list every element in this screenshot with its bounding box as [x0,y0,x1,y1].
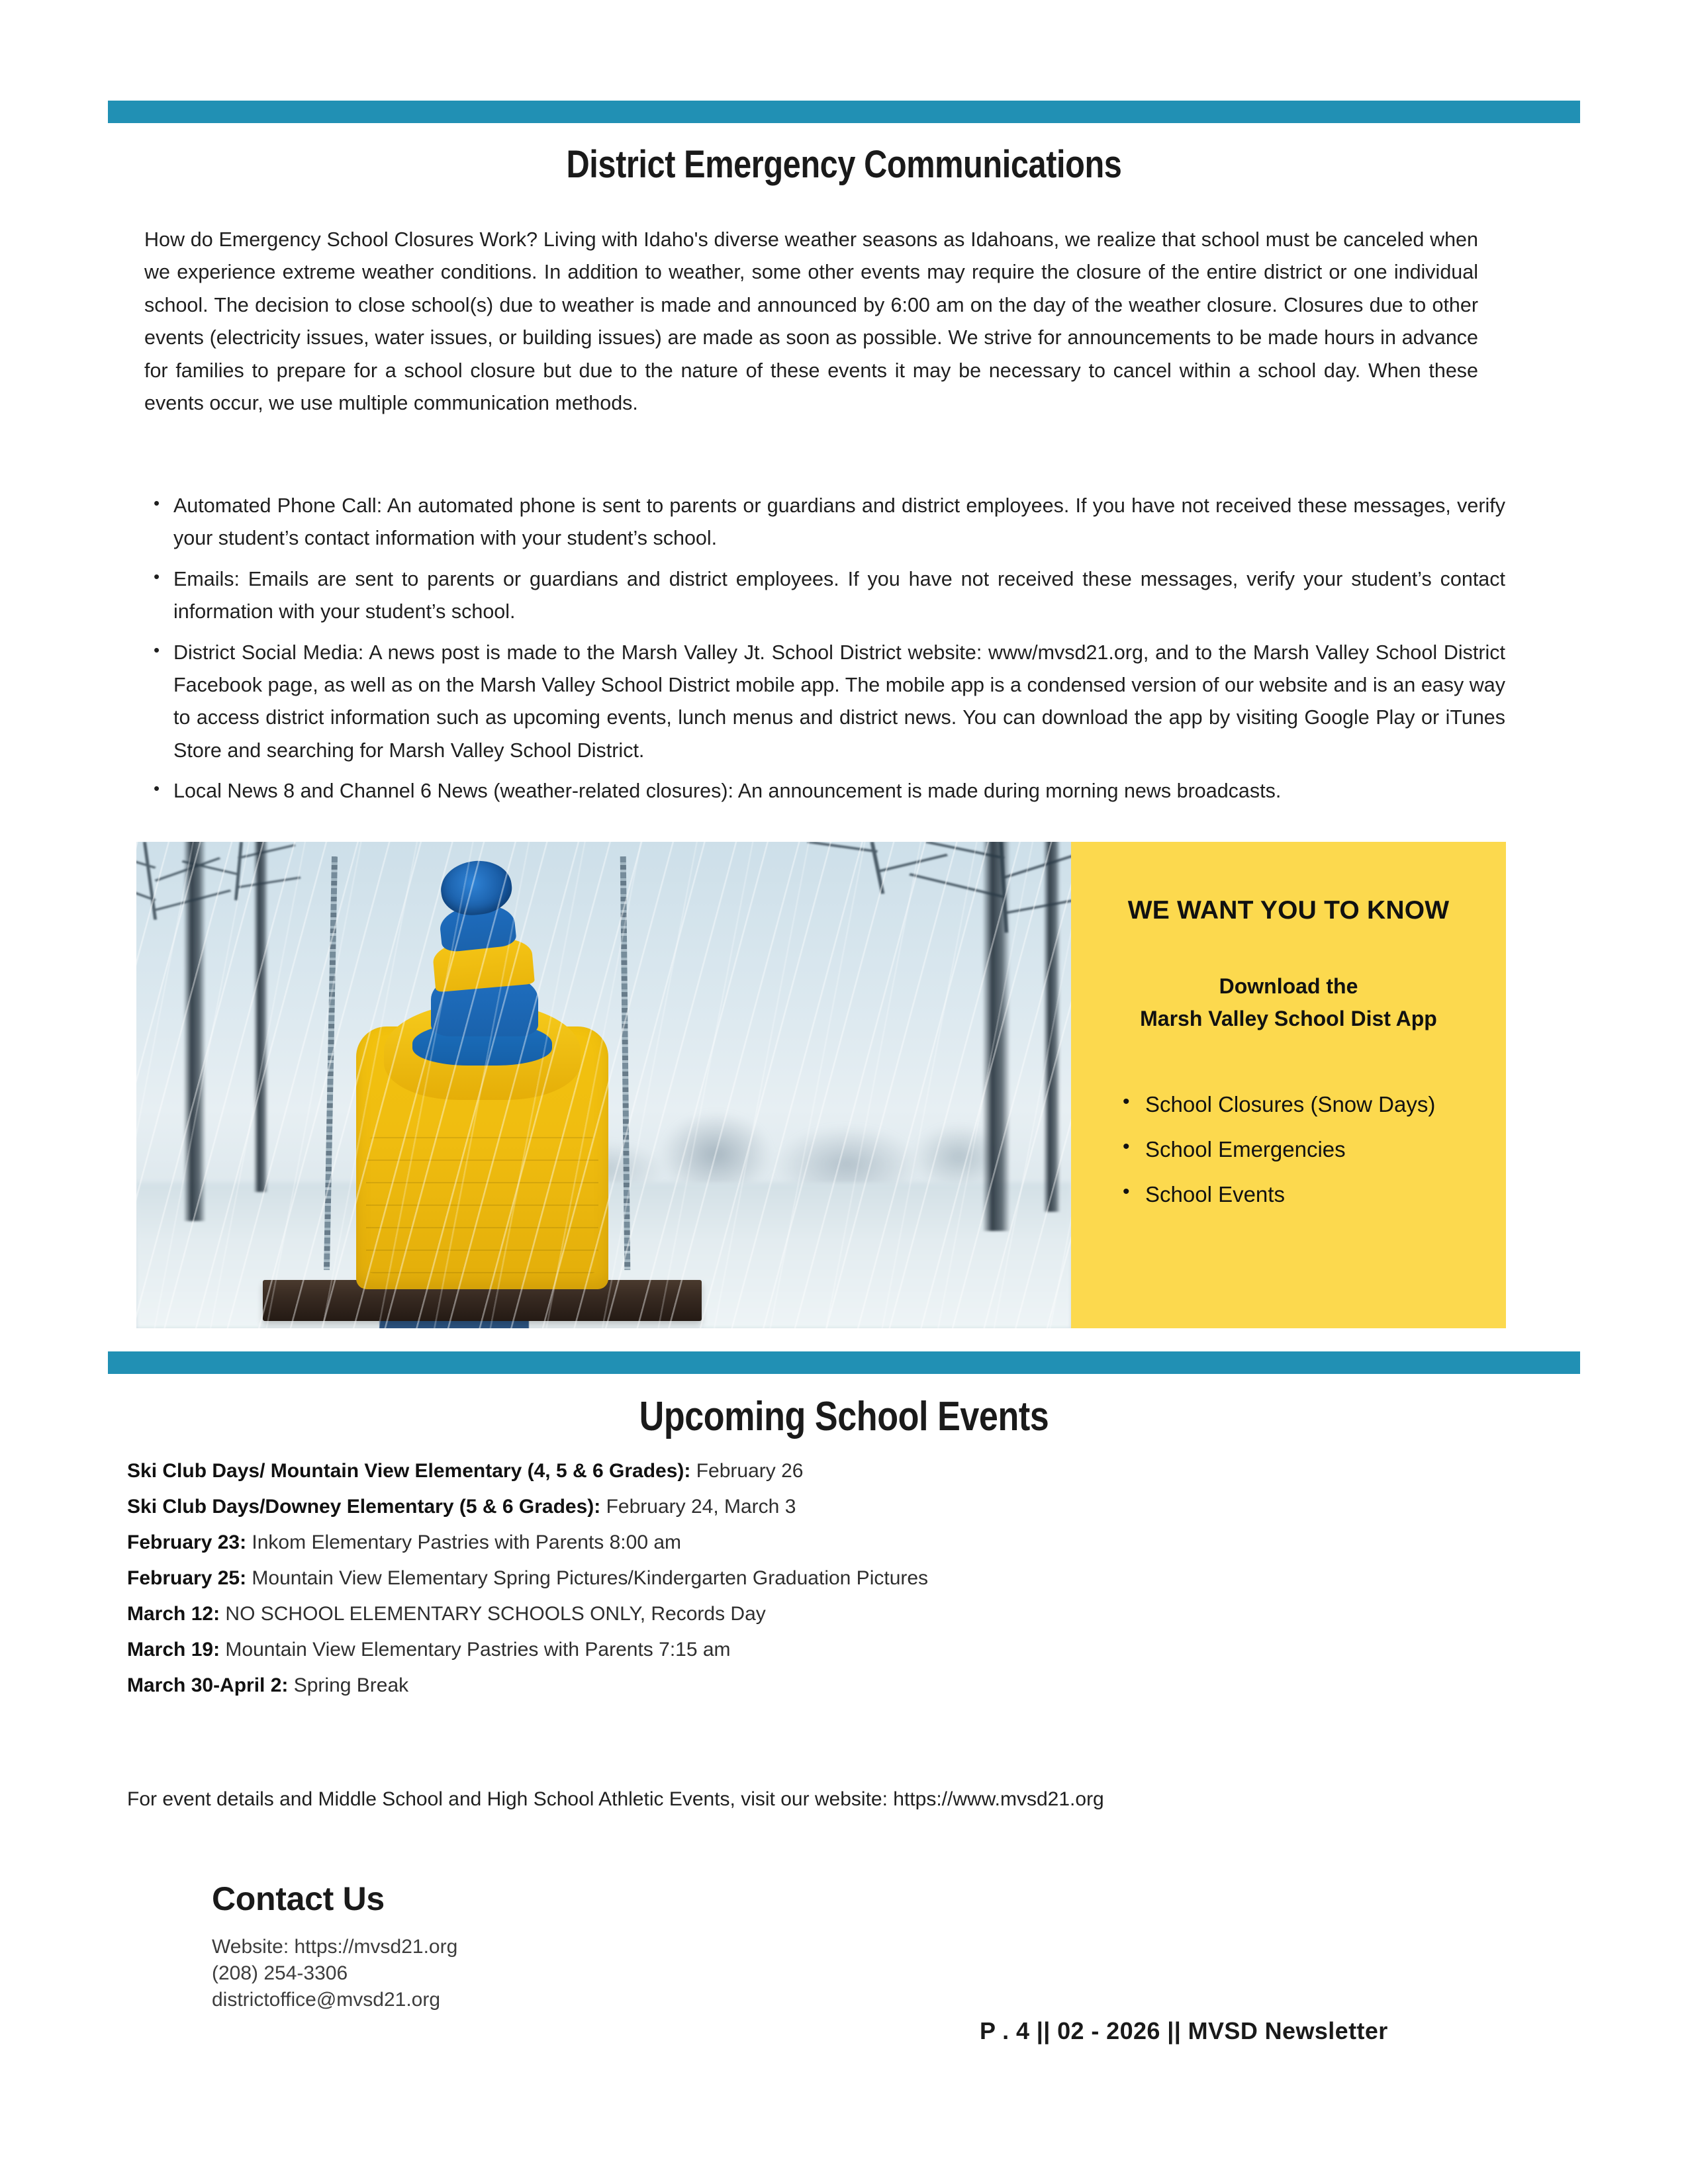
list-item: • Automated Phone Call: An automated phone is sent to parents or guardians and district employees. If you have not received these messages, verify your student’s contact information with your student’s school. [168,490,1505,555]
event-label: March 12: [127,1603,220,1625]
list-item: • School Closures (Snow Days) [1121,1093,1435,1115]
event-label: Ski Club Days/Downey Elementary (5 & 6 Grades): [127,1496,601,1518]
page-title-emergency-communications: District Emergency Communications [566,143,1122,186]
event-row [127,1604,1517,1624]
list-item: • School Emergencies [1121,1138,1435,1160]
event-value: Mountain View Elementary Pastries with Parents 7:15 am [220,1639,731,1661]
upcoming-events-list [127,1461,1517,1711]
photo-falling-snow [136,842,1071,1328]
event-value: Inkom Elementary Pastries with Parents 8:00 am [246,1531,682,1553]
list-item: • School Events [1121,1183,1435,1205]
events-website-note: For event details and Middle School and High School Athletic Events, visit our website: https://www.mvsd21.org [127,1788,1104,1810]
event-row [127,1497,1517,1517]
promo-banner [136,842,1506,1328]
app-promo-panel [1071,842,1506,1328]
contact-phone: (208) 254-3306 [212,1962,348,1985]
winter-swing-photo [136,842,1071,1328]
list-item: • Local News 8 and Channel 6 News (weather-related closures): An announcement is made during morning news broadcasts. [168,775,1505,807]
section-divider-accent-bar [108,1351,1580,1374]
promo-heading: WE WANT YOU TO KNOW [1127,896,1450,925]
event-row [127,1533,1517,1553]
page-title-upcoming-school-events: Upcoming School Events [639,1394,1049,1439]
event-value: February 24, March 3 [600,1496,796,1518]
event-label: February 23: [127,1531,247,1553]
event-row [127,1461,1517,1481]
event-value: February 26 [690,1460,804,1482]
list-item: • District Social Media: A news post is made to the Marsh Valley Jt. School District website: www/mvsd21.org, and to the Marsh Valley School District Facebook page, as well as on the Marsh Valley School District mobile app. The mobile app is a condensed version of our website and is an easy way to access district information such as upcoming events, lunch menus and district news. You can download the app by visiting Google Play or iTunes Store and searching for Marsh Valley School District. [168,637,1505,768]
event-row [127,1676,1517,1696]
contact-website: Website: https://mvsd21.org [212,1936,458,1958]
promo-subheading-line-1: Download the [1219,974,1358,998]
promo-subheading [1071,970,1506,1034]
promo-feature-list [1121,1093,1435,1228]
event-label: Ski Club Days/ Mountain View Elementary (4, 5 & 6 Grades): [127,1460,691,1482]
contact-email: districtoffice@mvsd21.org [212,1989,441,2011]
event-label: February 25: [127,1567,247,1589]
communication-methods-list [144,490,1505,808]
top-accent-bar [108,101,1580,123]
emergency-intro-paragraph: How do Emergency School Closures Work? Living with Idaho's diverse weather seasons as Idahoans, we realize that school must be canceled when we experience extreme weather conditions. In addition to weather, some other events may require the closure of the entire district or one individual school. The decision to close school(s) due to weather is made and announced by 6:00 am on the day of the weather closure. Closures due to other events (electricity issues, water issues, or building issues) are made as soon as possible. We strive for announcements to be made hours in advance for families to prepare for a school closure but due to the nature of these events it may be necessary to cancel within a school day. When these events occur, we use multiple communication methods. [144,228,1478,415]
contact-details [212,1934,457,2014]
event-value: Mountain View Elementary Spring Pictures/Kindergarten Graduation Pictures [246,1567,929,1589]
list-item: • Emails: Emails are sent to parents or guardians and district employees. If you have not received these messages, verify your student’s contact information with your student’s school. [168,563,1505,629]
contact-us-heading: Contact Us [212,1880,385,1917]
event-row [127,1640,1517,1660]
promo-subheading-line-2: Marsh Valley School Dist App [1140,1006,1437,1030]
event-value: NO SCHOOL ELEMENTARY SCHOOLS ONLY, Records Day [220,1603,766,1625]
event-label: March 19: [127,1639,220,1661]
event-label: March 30-April 2: [127,1674,289,1696]
event-value: Spring Break [288,1674,409,1696]
event-row [127,1569,1517,1588]
page-footer-text: P . 4 || 02 - 2026 || MVSD Newsletter [980,2017,1388,2044]
